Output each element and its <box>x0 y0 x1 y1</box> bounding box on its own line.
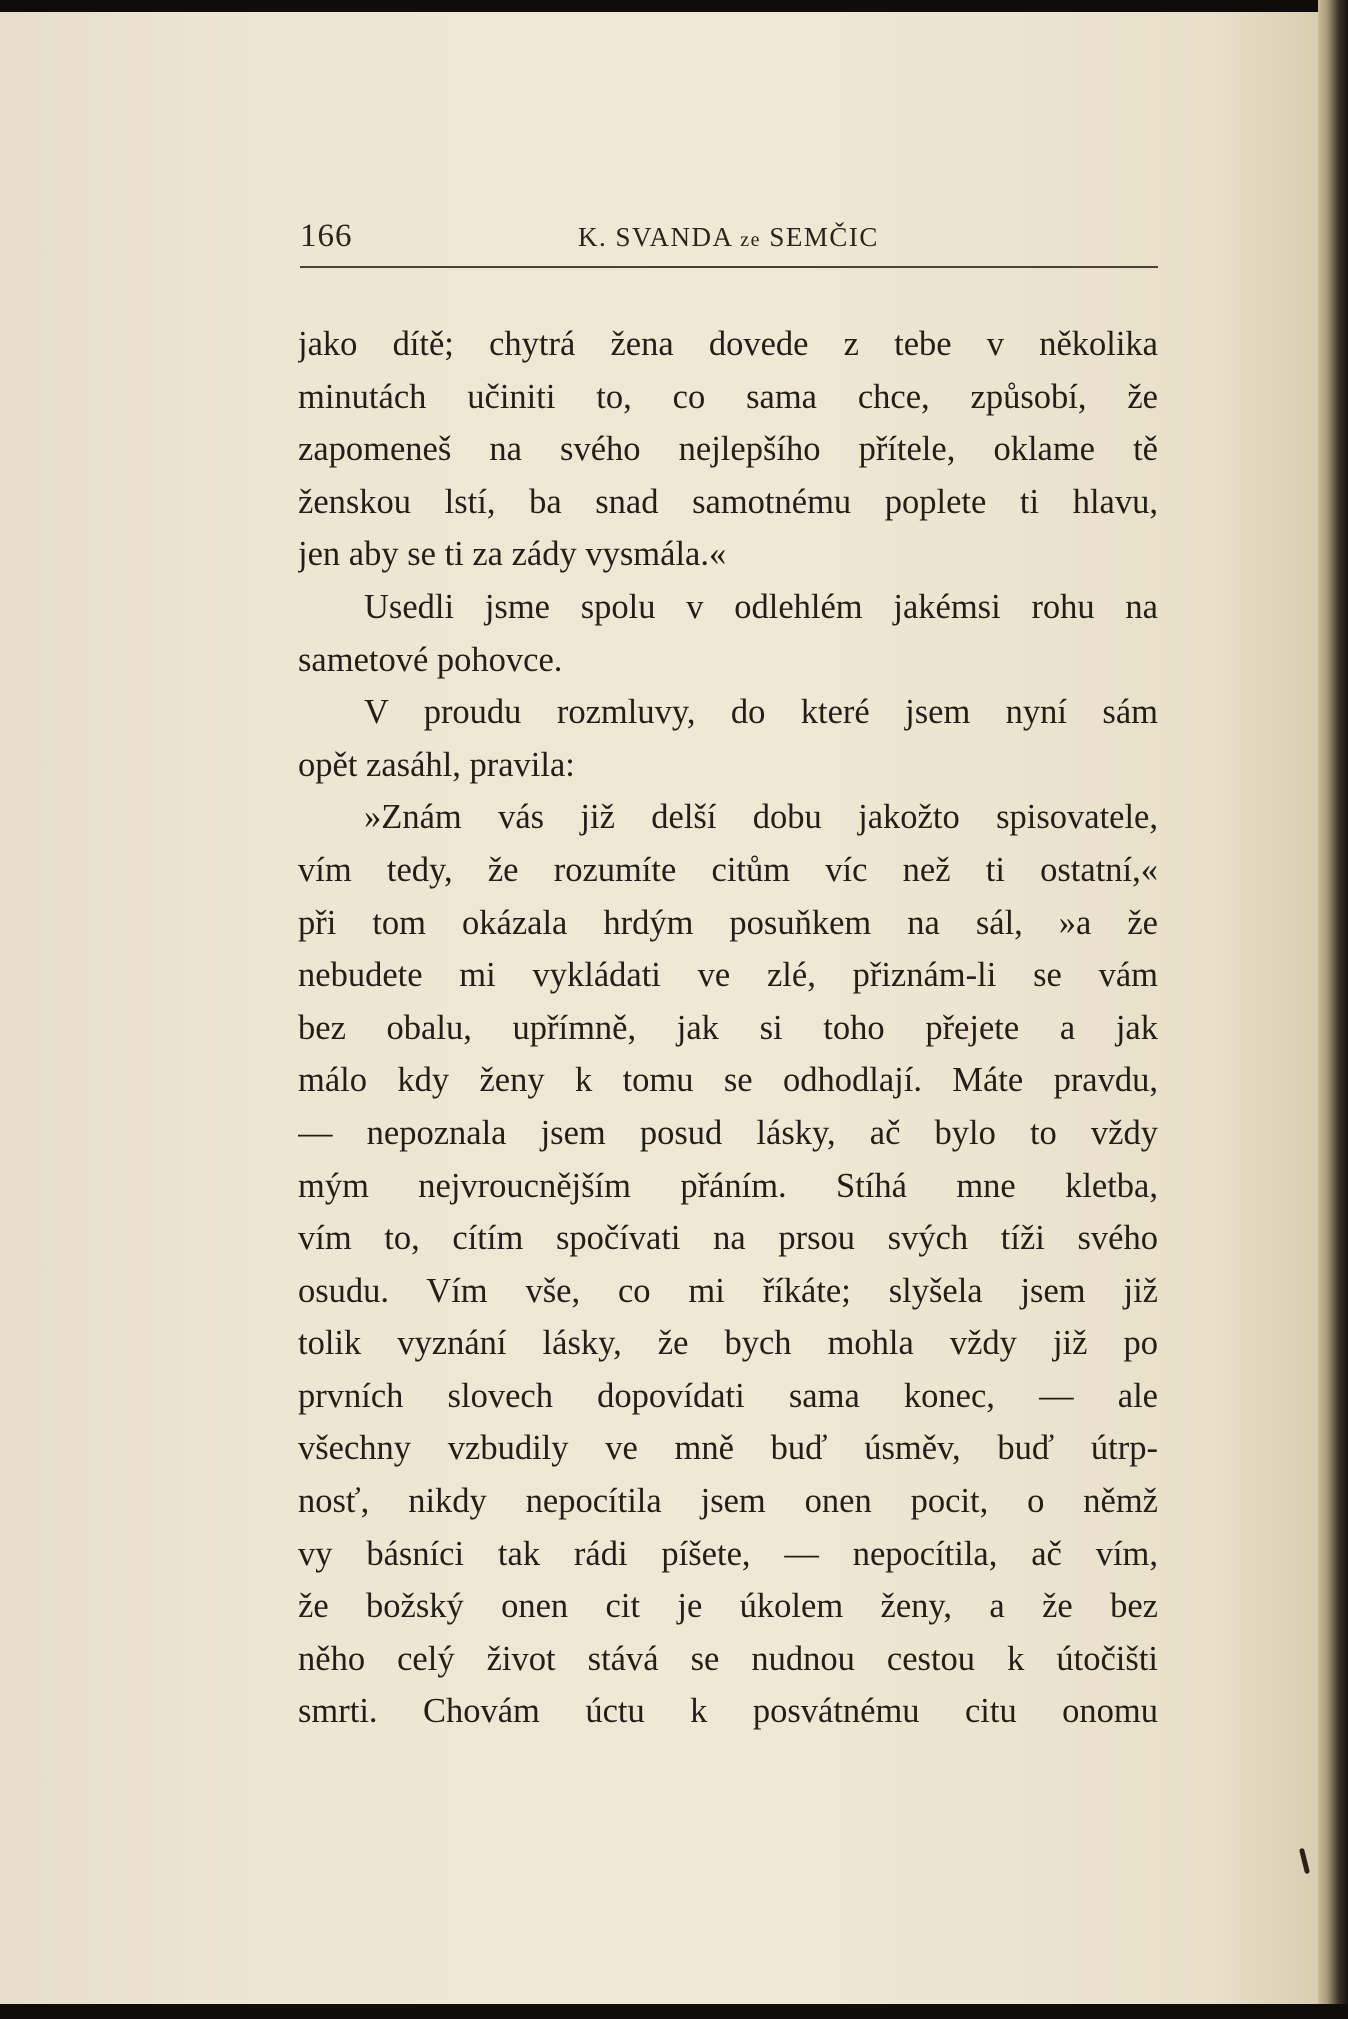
text-line: tolik vyznání lásky, že bych mohla vždy již po <box>298 1324 1158 1363</box>
text-line: osudu. Vím vše, co mi říkáte; slyšela jsem již <box>298 1271 1158 1310</box>
text-line: že božský onen cit je úkolem ženy, a že bez <box>298 1587 1158 1626</box>
text-line: Usedli jsme spolu v odlehlém jakémsi rohu na <box>364 587 1158 626</box>
running-title-preposition: ze <box>740 229 762 251</box>
text-line: vím tedy, že rozumíte citům víc než ti ostatní,« <box>298 850 1158 889</box>
page-number: 166 <box>300 218 353 254</box>
text-line: nebudete mi vykládati ve zlé, přiznám-li se vám <box>298 956 1158 995</box>
scan-bottom-border <box>0 2004 1348 2019</box>
text-line: V proudu rozmluvy, do které jsem nyní sám <box>364 693 1158 732</box>
text-line: »Znám vás již delší dobu jakožto spisovatele, <box>364 798 1158 837</box>
text-line: vy básníci tak rádi píšete, — nepocítila, ač vím, <box>298 1534 1158 1573</box>
text-line: při tom okázala hrdým posuňkem na sál, »a že <box>298 903 1158 942</box>
running-title <box>578 222 879 253</box>
text-line: bez obalu, upřímně, jak si toho přejete a jak <box>298 1008 1158 1047</box>
text-line: něho celý život stává se nudnou cestou k útočišti <box>298 1639 1158 1678</box>
running-title-author: K. SVANDA <box>578 222 733 252</box>
text-line: ženskou lstí, ba snad samotnému poplete ti hlavu, <box>298 482 1158 521</box>
text-line: minutách učiniti to, co sama chce, způsobí, že <box>298 377 1158 416</box>
text-line: opět zasáhl, pravila: <box>298 745 575 784</box>
text-line: málo kdy ženy k tomu se odhodlají. Máte pravdu, <box>298 1061 1158 1100</box>
text-line: všechny vzbudily ve mně buď úsměv, buď útrp- <box>298 1429 1158 1468</box>
text-line: vím to, cítím spočívati na prsou svých tíži svého <box>298 1219 1158 1258</box>
text-line: jako dítě; chytrá žena dovede z tebe v několika <box>298 325 1158 363</box>
text-line: nosť, nikdy nepocítila jsem onen pocit, o němž <box>298 1482 1158 1521</box>
text-line: mým nejvroucnějším přáním. Stíhá mne kletba, <box>298 1166 1158 1205</box>
text-line: jen aby se ti za zády vysmála.« <box>298 535 727 574</box>
text-line: smrti. Chovám úctu k posvátnému citu onomu <box>298 1692 1158 1731</box>
page-header <box>300 218 1160 258</box>
text-line: — nepoznala jsem posud lásky, ač bylo to vždy <box>298 1113 1158 1152</box>
text-line: prvních slovech dopovídati sama konec, — ale <box>298 1376 1158 1415</box>
header-rule <box>300 266 1158 268</box>
book-spine-edge <box>1318 0 1348 2019</box>
text-line: sametové pohovce. <box>298 640 563 679</box>
text-line: zapomeneš na svého nejlepšího přítele, oklame tě <box>298 430 1158 469</box>
running-title-place: SEMČIC <box>769 222 879 252</box>
body-text <box>298 318 1158 1738</box>
